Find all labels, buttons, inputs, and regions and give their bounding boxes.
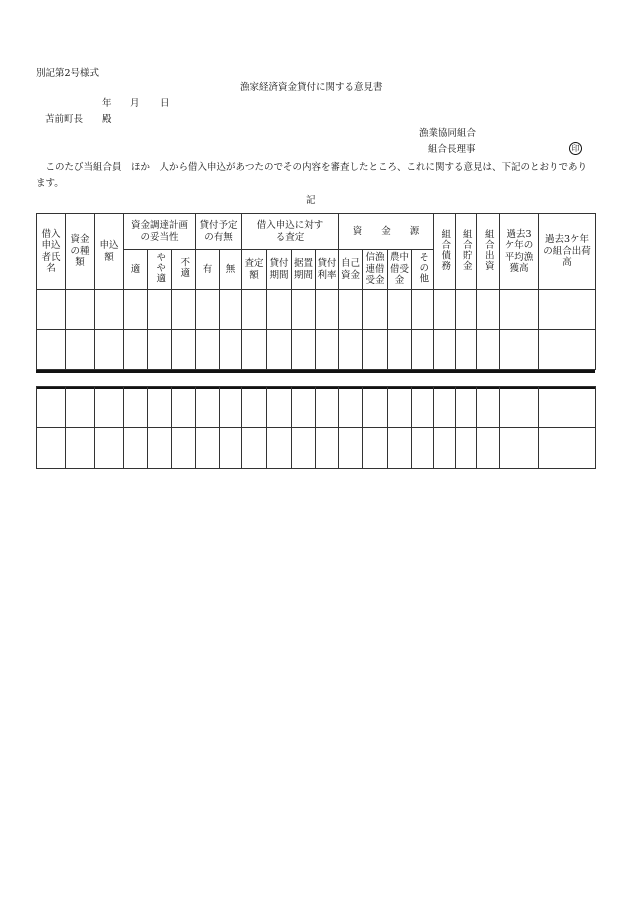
- organization-director: 組合長理事: [428, 144, 476, 155]
- col-applicant-name: 借入申込者氏名: [37, 214, 66, 290]
- col-union-savings: 組合貯金: [456, 214, 477, 290]
- double-rule-upper: [36, 370, 595, 373]
- col-union-debt: 組合債務: [434, 214, 456, 290]
- col-review-rate: 貸付利率: [316, 250, 339, 290]
- seal-mark: 印: [569, 142, 582, 155]
- col-application-amount: 申込額: [95, 214, 124, 290]
- opinion-table-continued: [36, 386, 596, 469]
- col-plan-ng: 不適: [172, 250, 196, 290]
- table-row: [37, 290, 596, 330]
- table-row: [37, 428, 596, 469]
- addressee-honorific: 殿: [102, 114, 112, 125]
- col-source-own: 自己資金: [339, 250, 363, 290]
- addressee: 苫前町長: [45, 114, 84, 125]
- col-source-norinchukin: 農中借受金: [388, 250, 412, 290]
- col-loan-no: 無: [220, 250, 242, 290]
- col-review: 借入申込に対する査定: [242, 214, 339, 250]
- opinion-table: [36, 213, 596, 370]
- col-source-other: その他: [412, 250, 434, 290]
- table-row: [37, 387, 596, 428]
- col-fund-source: 資 金 源: [339, 214, 434, 250]
- body-paragraph: このたび当組合員 ほか 人から借入申込があつたのでその内容を審査したところ、これに関する意見は、下記のとおりであります。: [36, 162, 588, 189]
- col-shipments: 過去3ケ年の組合出荷高: [539, 214, 596, 290]
- organization-name: 漁業協同組合: [419, 128, 477, 139]
- note-heading: 記: [306, 195, 316, 206]
- col-loan-plan: 貸付予定の有無: [196, 214, 242, 250]
- col-review-period: 貸付期間: [267, 250, 292, 290]
- date-month-label: 月: [130, 98, 140, 109]
- document-title: 漁家経済資金貸付に関する意見書: [240, 82, 383, 93]
- col-plan-ok: 適: [124, 250, 148, 290]
- col-plan-fair: やや適: [148, 250, 172, 290]
- table-row: [37, 330, 596, 370]
- col-loan-yes: 有: [196, 250, 220, 290]
- col-source-shinren: 信漁連借受金: [363, 250, 388, 290]
- col-review-amount: 査定額: [242, 250, 267, 290]
- col-union-investment: 組合出資: [477, 214, 500, 290]
- col-fund-type: 資金の種類: [66, 214, 95, 290]
- col-review-deferral: 据置期間: [292, 250, 316, 290]
- date-year-label: 年: [102, 98, 112, 109]
- col-avg-catch: 過去3ケ年の平均漁獲高: [500, 214, 539, 290]
- col-funding-plan: 資金調達計画の妥当性: [124, 214, 196, 250]
- date-day-label: 日: [160, 98, 170, 109]
- form-number-label: 別記第2号様式: [36, 68, 100, 79]
